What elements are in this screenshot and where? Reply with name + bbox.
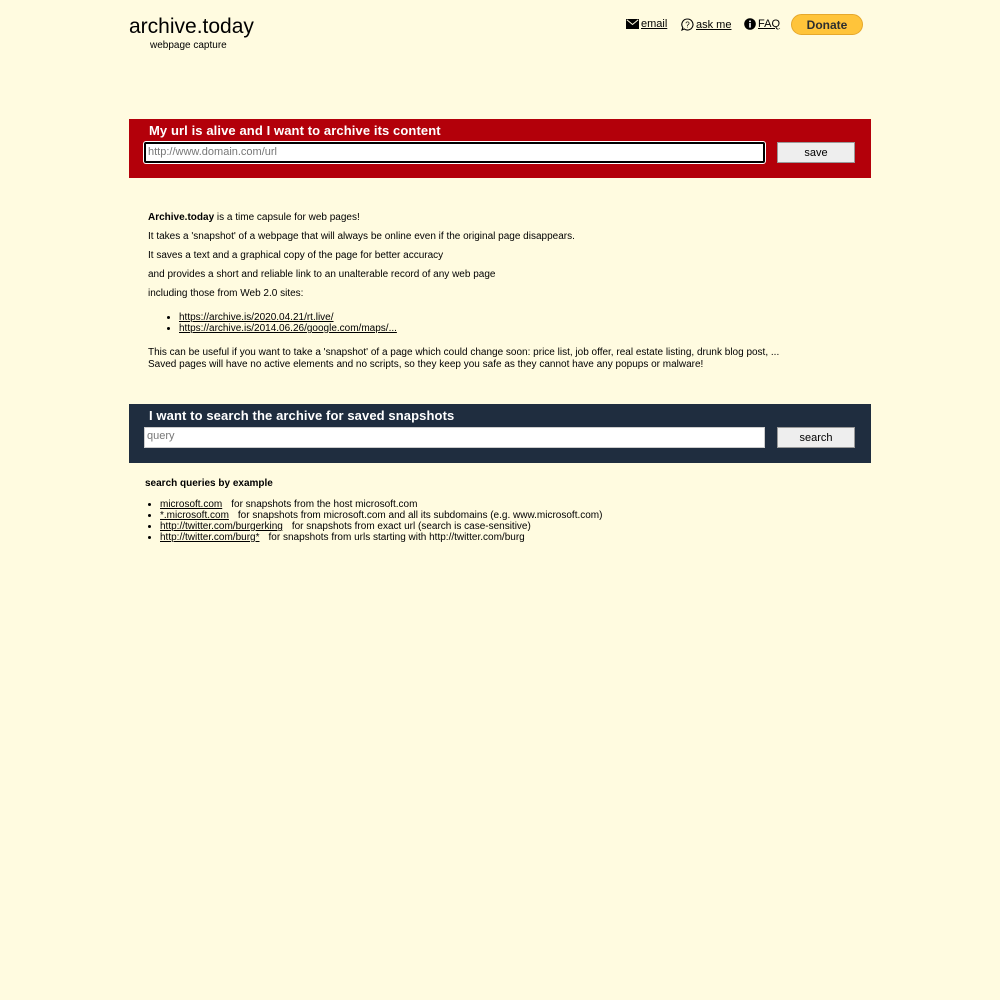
list-item [179,312,848,323]
example-query-link[interactable]: http://twitter.com/burgerking [160,521,283,532]
example-link-rt[interactable]: https://archive.is/2020.04.21/rt.live/ [179,312,334,323]
description-line-4: and provides a short and reliable link to an unalterable record of any web page [148,269,496,280]
list-item [160,510,602,521]
site-title[interactable]: archive.today [129,15,254,38]
save-panel [129,119,871,178]
useful-note [148,347,848,371]
site-subtitle: webpage capture [150,40,227,51]
description-line-1-rest: is a time capsule for web pages! [214,212,360,223]
url-input[interactable]: http://www.domain.com/url [144,142,765,163]
example-query-desc: for snapshots from microsoft.com and all its subdomains (e.g. www.microsoft.com) [237,510,603,521]
search-button[interactable]: search [777,427,855,448]
search-examples-list [145,499,602,543]
email-label: email [641,18,668,30]
search-panel [129,404,871,463]
list-item [179,323,848,334]
info-icon [744,18,756,30]
description-line-1 [148,212,848,224]
description-line-2: It takes a 'snapshot' of a webpage that will always be online even if the original page disappears. [148,231,575,242]
description [148,212,848,370]
search-examples-title: search queries by example [145,478,273,489]
svg-text:?: ? [685,20,690,30]
example-link-google-maps[interactable]: https://archive.is/2014.06.26/google.com/maps/... [179,323,397,334]
example-query-link[interactable]: microsoft.com [160,499,223,510]
search-input[interactable]: query [144,427,765,448]
example-query-link[interactable]: *.microsoft.com [160,510,229,521]
example-query-desc: for snapshots from the host microsoft.com [231,499,418,510]
example-links [148,312,848,334]
list-item [160,521,602,532]
save-panel-title: My url is alive and I want to archive its content [149,123,441,138]
useful-line-1: This can be useful if you want to take a 'snapshot' of a page which could change soon: price list, job offer, real estate listing, drunk blog post, ... [148,347,780,358]
donate-button[interactable]: Donate [791,14,863,35]
description-line-3: It saves a text and a graphical copy of the page for better accuracy [148,250,444,261]
ask-me-link[interactable] [681,18,731,31]
example-query-desc: for snapshots from exact url (search is case-sensitive) [291,521,531,532]
brand-name: Archive.today [148,212,215,223]
description-line-5: including those from Web 2.0 sites: [148,288,304,299]
search-panel-title: I want to search the archive for saved snapshots [149,408,455,423]
save-button[interactable]: save [777,142,855,163]
logo[interactable] [129,15,254,52]
search-examples [145,478,602,543]
email-link[interactable] [626,18,667,30]
example-query-link[interactable]: http://twitter.com/burg* [160,532,260,543]
list-item [160,532,602,543]
useful-line-2: Saved pages will have no active elements and no scripts, so they keep you safe as they cannot have any popups or malware! [148,359,704,370]
list-item [160,499,602,510]
faq-link[interactable] [744,18,780,30]
envelope-icon [626,19,639,29]
question-bubble-icon [681,18,694,31]
example-query-desc: for snapshots from urls starting with http://twitter.com/burg [268,532,525,543]
ask-me-label: ask me [696,18,732,31]
faq-label: FAQ [758,18,781,30]
